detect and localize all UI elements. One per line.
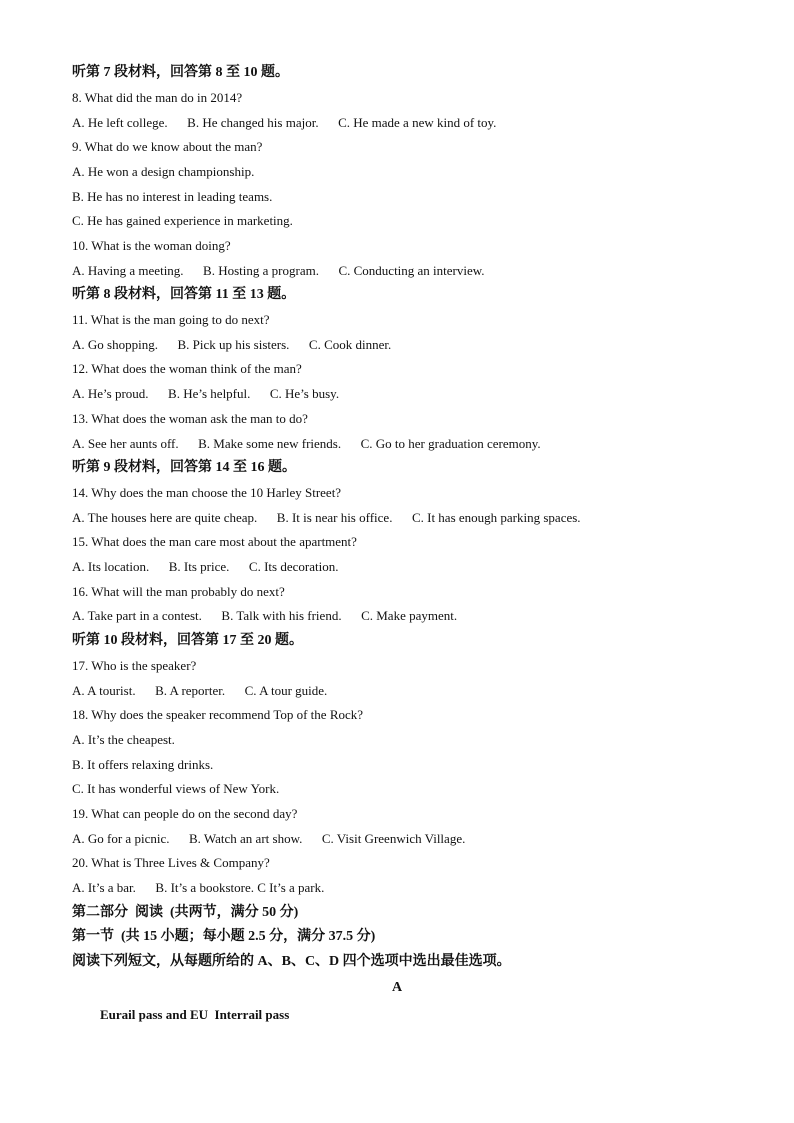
- question-9: 9. What do we know about the man?: [72, 139, 263, 154]
- section-1-header: 第一节 (共 15 小题；每小题 2.5 分，满分 37.5 分): [72, 929, 376, 944]
- question-11: 11. What is the man going to do next?: [72, 312, 270, 327]
- question-13: 13. What does the woman ask the man to do?: [72, 411, 308, 426]
- question-18: 18. Why does the speaker recommend Top of the Rock?: [72, 707, 364, 722]
- question-16: 16. What will the man probably do next?: [72, 584, 285, 599]
- section-7-header: 听第 7 段材料，回答第 8 至 10 题。: [72, 65, 289, 80]
- part-2-header: 第二部分 阅读 (共两节，满分 50 分): [72, 905, 299, 920]
- question-8: 8. What did the man do in 2014?: [72, 90, 243, 105]
- question-10: 10. What is the woman doing?: [72, 238, 231, 253]
- section-10-header: 听第 10 段材料，回答第 17 至 20 题。: [72, 633, 303, 648]
- passage-title: Eurail pass and EU Interrail pass: [100, 1007, 290, 1022]
- question-12: 12. What does the woman think of the man?: [72, 361, 302, 376]
- passage-letter: A: [391, 980, 403, 995]
- question-19-options: A. Go for a picnic. B. Watch an art show. C. Visit Greenwich Village.: [72, 831, 466, 846]
- section-8-header: 听第 8 段材料，回答第 11 至 13 题。: [72, 287, 296, 302]
- question-20: 20. What is Three Lives & Company?: [72, 855, 270, 870]
- question-18-option-a: A. It’s the cheapest.: [72, 732, 175, 747]
- question-16-options: A. Take part in a contest. B. Talk with his friend. C. Make payment.: [72, 608, 458, 623]
- question-14-options: A. The houses here are quite cheap. B. It is near his office. C. It has enough parking spaces.: [72, 510, 581, 525]
- question-12-options: A. He’s proud. B. He’s helpful. C. He’s busy.: [72, 386, 340, 401]
- question-8-options: A. He left college. B. He changed his major. C. He made a new kind of toy.: [72, 115, 497, 130]
- question-14: 14. Why does the man choose the 10 Harley Street?: [72, 485, 342, 500]
- question-11-options: A. Go shopping. B. Pick up his sisters. C. Cook dinner.: [72, 337, 392, 352]
- question-17: 17. Who is the speaker?: [72, 658, 197, 673]
- question-13-options: A. See her aunts off. B. Make some new friends. C. Go to her graduation ceremony.: [72, 436, 541, 451]
- section-9-header: 听第 9 段材料，回答第 14 至 16 题。: [72, 460, 296, 475]
- question-19: 19. What can people do on the second day?: [72, 806, 298, 821]
- question-9-option-a: A. He won a design championship.: [72, 164, 255, 179]
- question-9-option-b: B. He has no interest in leading teams.: [72, 189, 273, 204]
- question-18-option-b: B. It offers relaxing drinks.: [72, 757, 214, 772]
- question-20-options: A. It’s a bar. B. It’s a bookstore. C It’s a park.: [72, 880, 325, 895]
- question-15-options: A. Its location. B. Its price. C. Its decoration.: [72, 559, 339, 574]
- reading-instruction: 阅读下列短文，从每题所给的 A、B、C、D 四个选项中选出最佳选项。: [72, 954, 511, 969]
- question-9-option-c: C. He has gained experience in marketing.: [72, 213, 293, 228]
- question-15: 15. What does the man care most about the apartment?: [72, 534, 357, 549]
- question-17-options: A. A tourist. B. A reporter. C. A tour guide.: [72, 683, 328, 698]
- question-18-option-c: C. It has wonderful views of New York.: [72, 781, 280, 796]
- question-10-options: A. Having a meeting. B. Hosting a program. C. Conducting an interview.: [72, 263, 485, 278]
